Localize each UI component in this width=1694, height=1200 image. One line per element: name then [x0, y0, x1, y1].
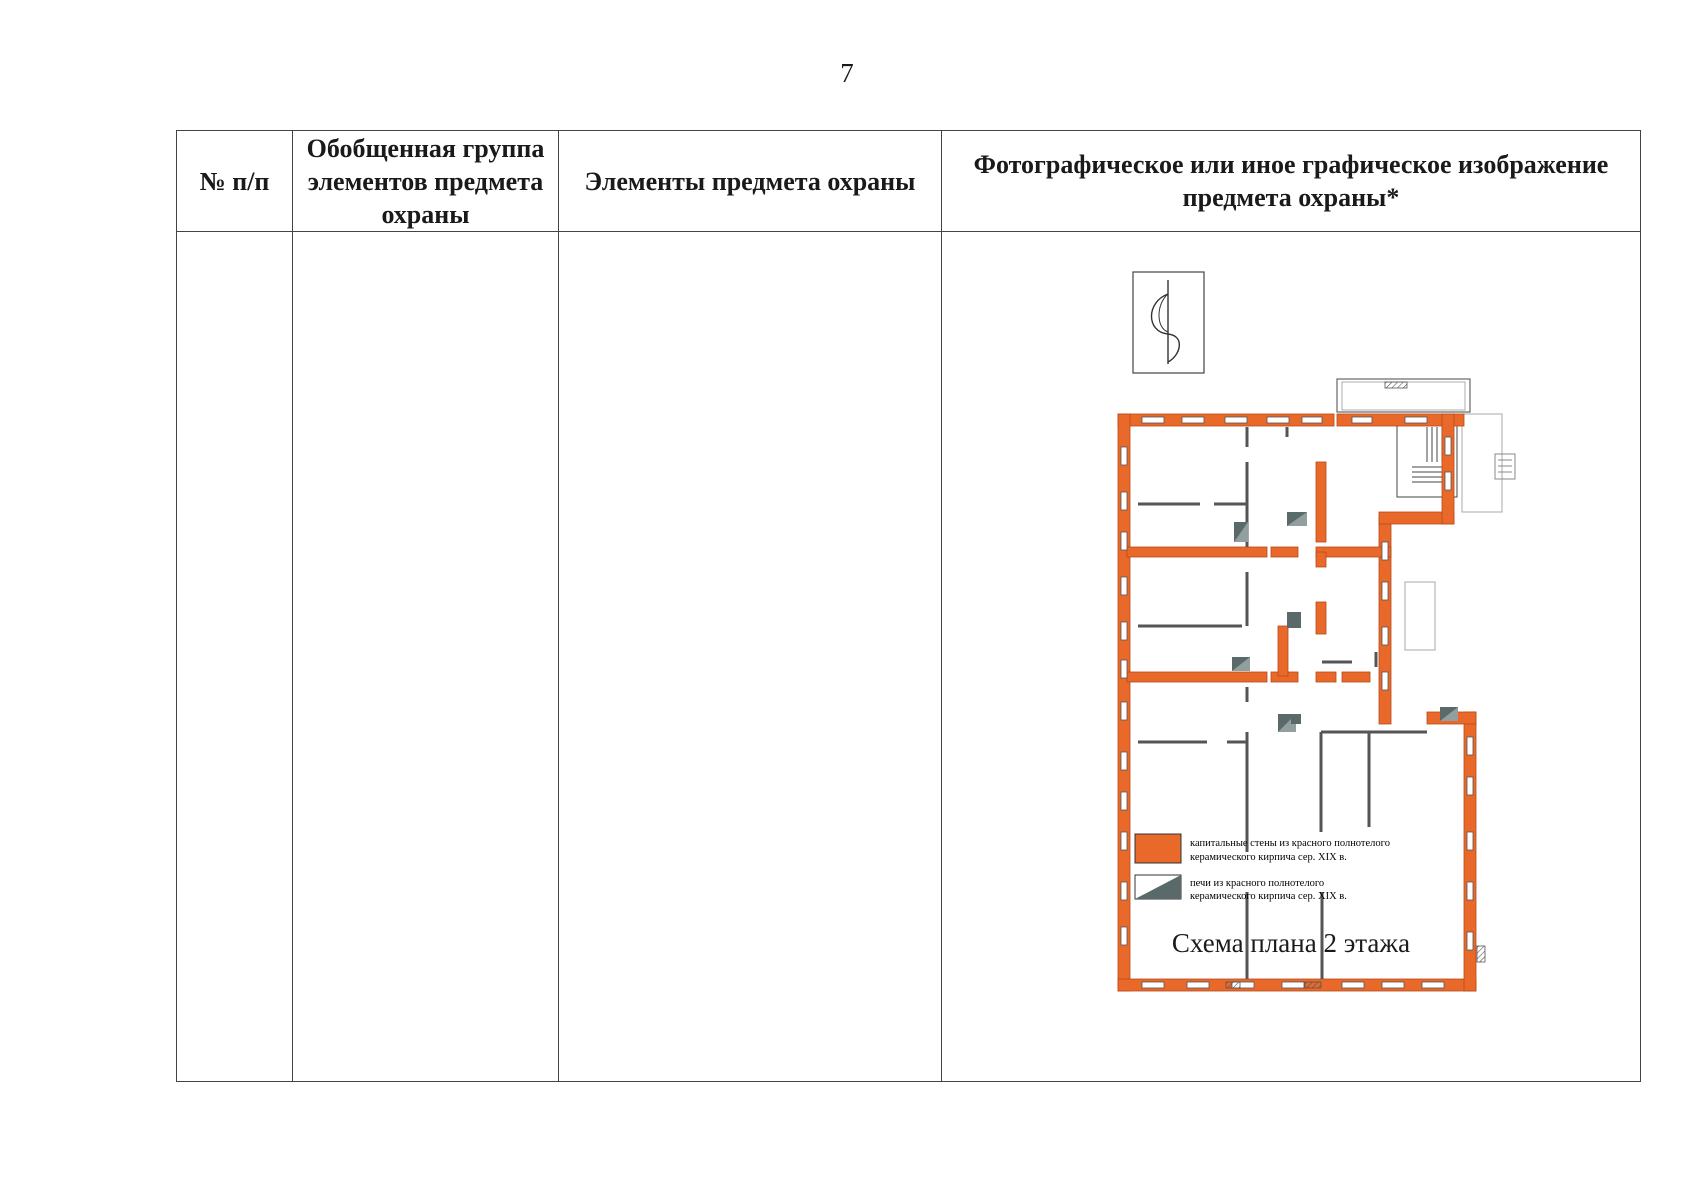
- stoves: [1232, 512, 1458, 732]
- table-header-row: [177, 131, 1641, 232]
- page-number: 7: [840, 58, 854, 88]
- header-number: № п/п: [177, 131, 293, 232]
- north-arrow-icon: [1133, 272, 1204, 373]
- header-group: Обобщенная группа элементов предмета охраны: [293, 131, 559, 232]
- legend: [1135, 834, 1390, 902]
- plan-caption: Схема плана 2 этажа: [1171, 928, 1411, 958]
- legend-stove-line2: керамического кирпича сер. XIX в.: [1190, 891, 1347, 902]
- legend-wall-line2: керамического кирпича сер. XIX в.: [1190, 852, 1347, 863]
- legend-stove-line1: печи из красного полнотелого: [1190, 878, 1325, 889]
- capital-walls: [1118, 414, 1476, 991]
- cell-number: [177, 232, 293, 1082]
- legend-wall-swatch: [1135, 834, 1181, 863]
- header-image: Фотографическое или иное графическое изображение предмета охраны*: [942, 131, 1641, 232]
- legend-wall-line1: капитальные стены из красного полнотелого: [1190, 838, 1390, 849]
- cell-image: [942, 232, 1641, 1082]
- cell-group: [293, 232, 559, 1082]
- cell-elements: [559, 232, 942, 1082]
- header-elements: Элементы предмета охраны: [559, 131, 942, 232]
- table-row: [177, 232, 1641, 1082]
- protection-table: [176, 130, 1641, 1082]
